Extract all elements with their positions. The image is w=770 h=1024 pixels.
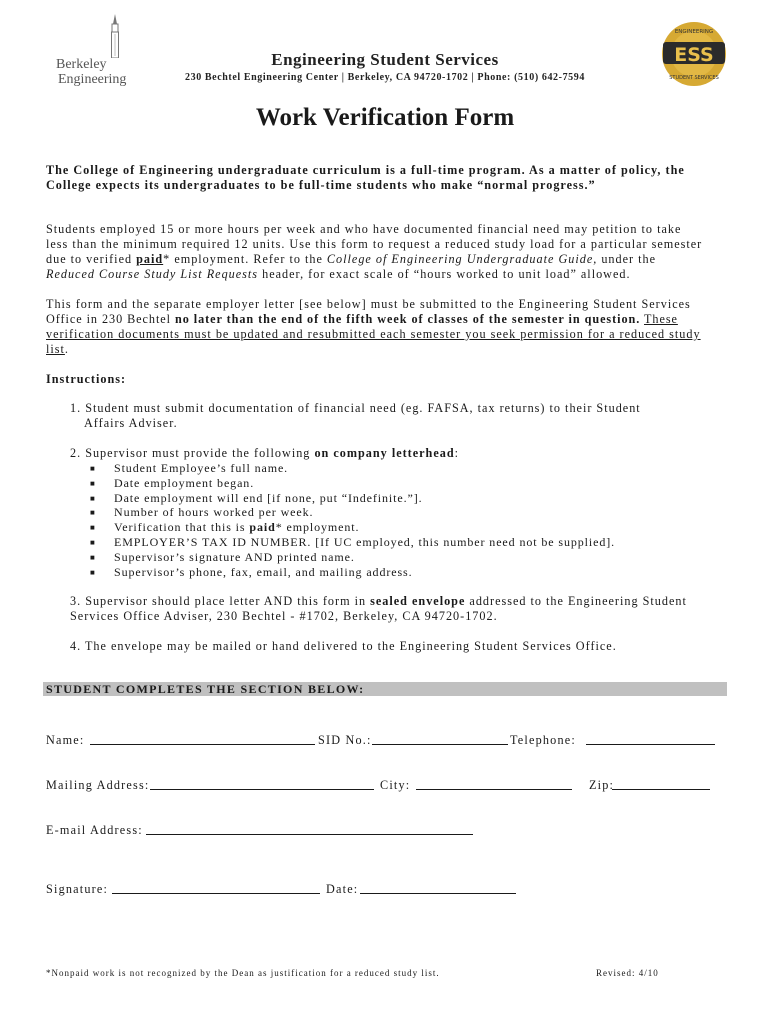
sid-field[interactable] [372, 744, 508, 745]
intro-line-1: The College of Engineering undergraduate curriculum is a full-time program. As a matter of policy, the [46, 163, 685, 177]
step-4: 4. The envelope may be mailed or hand delivered to the Engineering Student Services Office. [70, 639, 617, 653]
step-1-line-2: Affairs Adviser. [84, 416, 178, 430]
bullet-item-paid: ■ Verification that this is paid* employment. [90, 520, 360, 534]
sid-label: SID No.: [318, 733, 372, 747]
footnote: *Nonpaid work is not recognized by the Dean as justification for a reduced study list. [46, 968, 440, 978]
section-label: STUDENT COMPLETES THE SECTION BELOW: [46, 682, 365, 696]
logo-word-engineering: Engineering [58, 72, 127, 87]
name-label: Name: [46, 733, 85, 747]
step-3-line-1: 3. Supervisor should place letter AND this form in sealed envelope addressed to the Engineering Student [70, 594, 687, 608]
zip-field[interactable] [612, 789, 710, 790]
date-field[interactable] [360, 893, 516, 894]
signature-label: Signature: [46, 882, 109, 896]
p1-line-1: Students employed 15 or more hours per week and who have documented financial need may petition to take [46, 222, 682, 236]
p1-line-3: due to verified paid* employment. Refer to the College of Engineering Undergraduate Guide, under the [46, 252, 657, 266]
badge-text: ESS [674, 44, 714, 66]
city-label: City: [380, 778, 411, 792]
logo-word-berkeley: Berkeley [56, 57, 107, 72]
email-label: E-mail Address: [46, 823, 143, 837]
step-2-heading: 2. Supervisor must provide the following on company letterhead: [70, 446, 459, 460]
instructions-heading: Instructions: [46, 372, 127, 386]
date-label: Date: [326, 882, 359, 896]
p2-line-1: This form and the separate employer letter [see below] must be submitted to the Engineering Student Services [46, 297, 691, 311]
bullet-item: ■ Date employment will end [if none, put “Indefinite.”]. [90, 491, 423, 505]
bullet-item: ■ Supervisor’s signature AND printed name. [90, 550, 355, 564]
telephone-label: Telephone: [510, 733, 576, 747]
bullet-item: ■ Supervisor’s phone, fax, email, and mailing address. [90, 565, 413, 579]
zip-label: Zip: [589, 778, 615, 792]
p2-line-4: list. [46, 342, 69, 356]
bullet-item: ■ Number of hours worked per week. [90, 505, 314, 519]
bullet-item: ■ Student Employee’s full name. [90, 461, 289, 475]
ess-badge-logo [660, 20, 728, 88]
intro-line-2: College expects its undergraduates to be full-time students who make “normal progress.” [46, 178, 596, 192]
campanile-icon [108, 14, 122, 58]
badge-ring-top: ENGINEERING [674, 29, 714, 35]
telephone-field[interactable] [586, 744, 715, 745]
bullet-item: ■ EMPLOYER’S TAX ID NUMBER. [If UC employed, this number need not be supplied]. [90, 535, 616, 549]
revised-date: Revised: 4/10 [596, 968, 659, 978]
org-title: Engineering Student Services [271, 50, 499, 69]
p1-line-2: less than the minimum required 12 units. Use this form to request a reduced study load for a particular semester [46, 237, 703, 251]
name-field[interactable] [90, 744, 315, 745]
org-address: 230 Bechtel Engineering Center | Berkeley, CA 94720-1702 | Phone: (510) 642-7594 [185, 72, 585, 83]
step-3-line-2: Services Office Adviser, 230 Bechtel - #1702, Berkeley, CA 94720-1702. [70, 609, 498, 623]
mailing-label: Mailing Address: [46, 778, 150, 792]
p2-line-2: Office in 230 Bechtel no later than the end of the fifth week of classes of the semester in question. These [46, 312, 678, 326]
email-field[interactable] [146, 834, 473, 835]
p1-line-4: Reduced Course Study List Requests header, for exact scale of “hours worked to unit load” allowed. [46, 267, 631, 281]
signature-field[interactable] [112, 893, 320, 894]
badge-ring-bottom: STUDENT SERVICES [669, 75, 719, 81]
ess-badge-icon [660, 20, 728, 88]
city-field[interactable] [416, 789, 572, 790]
mailing-field[interactable] [150, 789, 374, 790]
bullet-item: ■ Date employment began. [90, 476, 255, 490]
form-title: Work Verification Form [255, 104, 515, 131]
p2-line-3: verification documents must be updated and resubmitted each semester you seek permission for a reduced study [46, 327, 701, 341]
berkeley-engineering-logo [52, 14, 132, 87]
step-1-line-1: 1. Student must submit documentation of financial need (eg. FAFSA, tax returns) to their Student [70, 401, 641, 415]
